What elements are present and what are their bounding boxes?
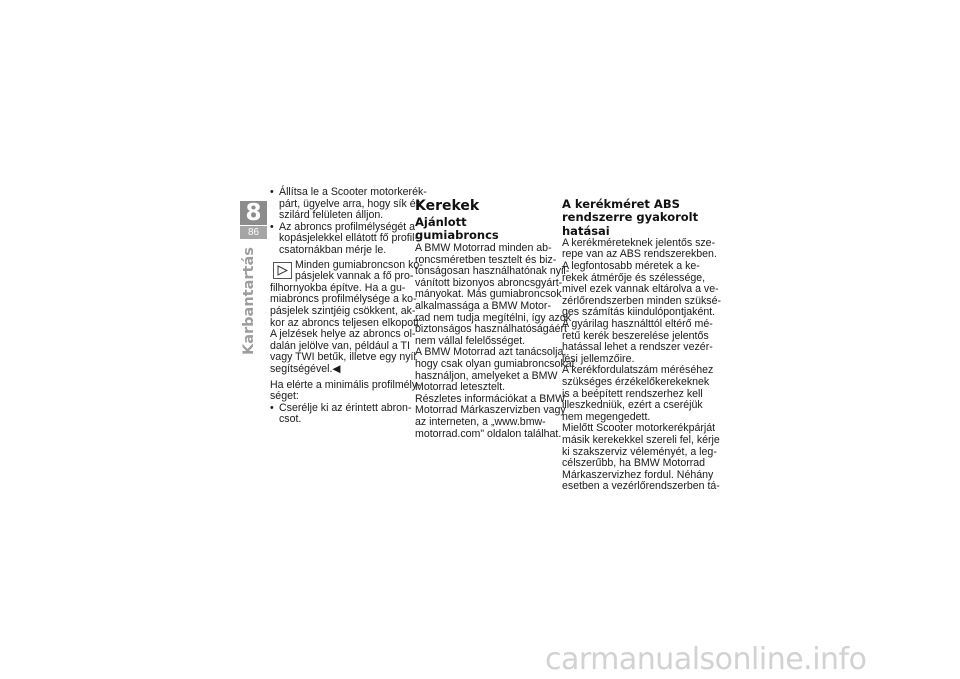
text-line: A legfontosabb méretek a ke- [562, 260, 700, 273]
text-line: nem megengedett. [562, 410, 651, 423]
text-line: Mielőtt Scooter motorkerékpárját [562, 422, 716, 435]
body-text [415, 242, 575, 440]
text-line: motorrad.com" oldalon találhat. [415, 427, 562, 440]
text-line: A BMW Motorrad azt tanácsolja, [415, 346, 567, 359]
text-line: illeszkedniük, ezért a cseréjük [562, 399, 703, 412]
text-line: A kerékméreteknek jelentős sze- [562, 236, 716, 249]
text-line: is a beépített rendszerhez kell [562, 387, 703, 400]
text-line: nem vállal felelősséget. [415, 334, 526, 347]
text-line: rad nem tudja megítélni, így azok [415, 311, 572, 324]
text-line: lési jellemzőire. [562, 352, 635, 365]
text-line: másik kerekekkel szereli fel, kérje [562, 433, 720, 446]
text-line: A BMW Motorrad minden ab- [415, 242, 552, 254]
note-play-icon [273, 262, 292, 279]
list-item-measure-depth: • Az abroncs profilmélységét a kopásjelekkel ellátott fő profil- csatornákban mérje le. [270, 222, 410, 257]
text-line: hogy csak olyan gumiabroncsokat [415, 357, 575, 370]
text-line: A gyárilag használttól eltérő mé- [562, 318, 713, 331]
text-line: zérlőrendszerben minden szüksé- [562, 294, 721, 307]
text-line: retű kerék beszerelése jelentős [562, 329, 709, 342]
text-line: használjon, amelyeket a BMW [415, 369, 558, 382]
text-line: Motorrad letesztelt. [415, 381, 506, 394]
section-heading-wheels: Kerekek [415, 198, 480, 214]
text-line: repe van az ABS rendszerekben. [562, 248, 717, 261]
text-line: tonságosan használhatónak nyil- [415, 265, 570, 278]
text-line: vánított bizonyos abroncsgyárt- [415, 276, 563, 289]
text-line: biztonságos használhatóságáért [415, 323, 567, 336]
text-line: mányokat. Más gumiabroncsok [415, 288, 562, 301]
text-line: célszerűbb, ha BMW Motorrad [562, 457, 706, 470]
text-line: Márkaszervizhez fordul. Néhány [562, 468, 714, 481]
text-line: rekek átmérője és szélessége, [562, 271, 706, 284]
text-line: esetben a vezérlőrendszerben tá- [562, 480, 720, 493]
text-line: az interneten, a „www.bmw- [415, 415, 546, 428]
text-line: Motorrad Márkaszervizben vagy [415, 404, 566, 417]
text-line: roncsméretben tesztelt és biz- [415, 253, 557, 266]
text-line: Részletes információkat a BMW [415, 392, 566, 405]
site-watermark: carmanualsonline.info [545, 642, 867, 677]
text-line: ki szakszerviz véleményét, a leg- [562, 445, 717, 458]
page-number: 86 [240, 226, 267, 239]
column-middle [415, 198, 575, 440]
body-text [562, 236, 721, 493]
chapter-number-badge: 8 [240, 201, 267, 225]
list-item-replace-tyre: • Cserélje ki az érintett abron- csot. [270, 403, 410, 426]
chapter-title-vertical: Karbantartás [241, 247, 257, 355]
list-item-park-scooter: • Állítsa le a Scooter motorkerék- párt, ügyelve arra, hogy sík és szilárd felületen álljon. [270, 187, 410, 222]
text-line: hatással lehet a rendszer vezér- [562, 341, 713, 354]
subheading-recommended-tyres: Ajánlott gumiabroncs [415, 215, 499, 242]
column-right [562, 197, 721, 493]
note-block: Minden gumiabroncson ko- pásjelek vannak a fő pro- filhornyokba építve. Ha a gu- miabroncs profilmélysége a ko- pásjelek szintjéig csökkent, ak- kor az abroncs teljesen elkopott. A jelzések helye az abroncs ol- dalán jelölve van, például a TI vagy TWI betűk, illetve egy nyíl segítségével.◀ [270, 258, 423, 375]
column-left: • Állítsa le a Scooter motorkerék- párt, ügyelve arra, hogy sík és szilárd felületen álljon. • Az abroncs profilmélységét a kopásjelekkel ellátott fő profil- csatornákban mérje le. Minden gumiabroncson ko- pásjelek vannak a fő pro- filhornyokba építve. Ha a gu- miabroncs profilmélysége a ko- pásjelek szintjéig csökkent, ak- kor az abroncs teljesen elkopott. A jelzések helye az abroncs ol- dalán jelölve van, például a TI vagy TWI betűk, illetve egy nyíl segítségével.◀ Ha elérte a minimális profilmély- séget: • Cserélje ki az érintett abron- csot. [270, 187, 410, 426]
section-heading-abs-effect: A kerékméret ABS rendszerre gyakorolt hatásai [562, 197, 699, 238]
text-line: ges számítás kiindulópontjaként. [562, 306, 716, 319]
text-line: mivel ezek vannak eltárolva a ve- [562, 283, 719, 296]
text-line: alkalmassága a BMW Motor- [415, 299, 551, 312]
paragraph-min-depth: Ha elérte a minimális profilmély- [270, 378, 421, 391]
text-line: szükséges érzékelőkerekeknek [562, 376, 710, 389]
text-line: A kerékfordulatszám méréséhez [562, 364, 714, 377]
